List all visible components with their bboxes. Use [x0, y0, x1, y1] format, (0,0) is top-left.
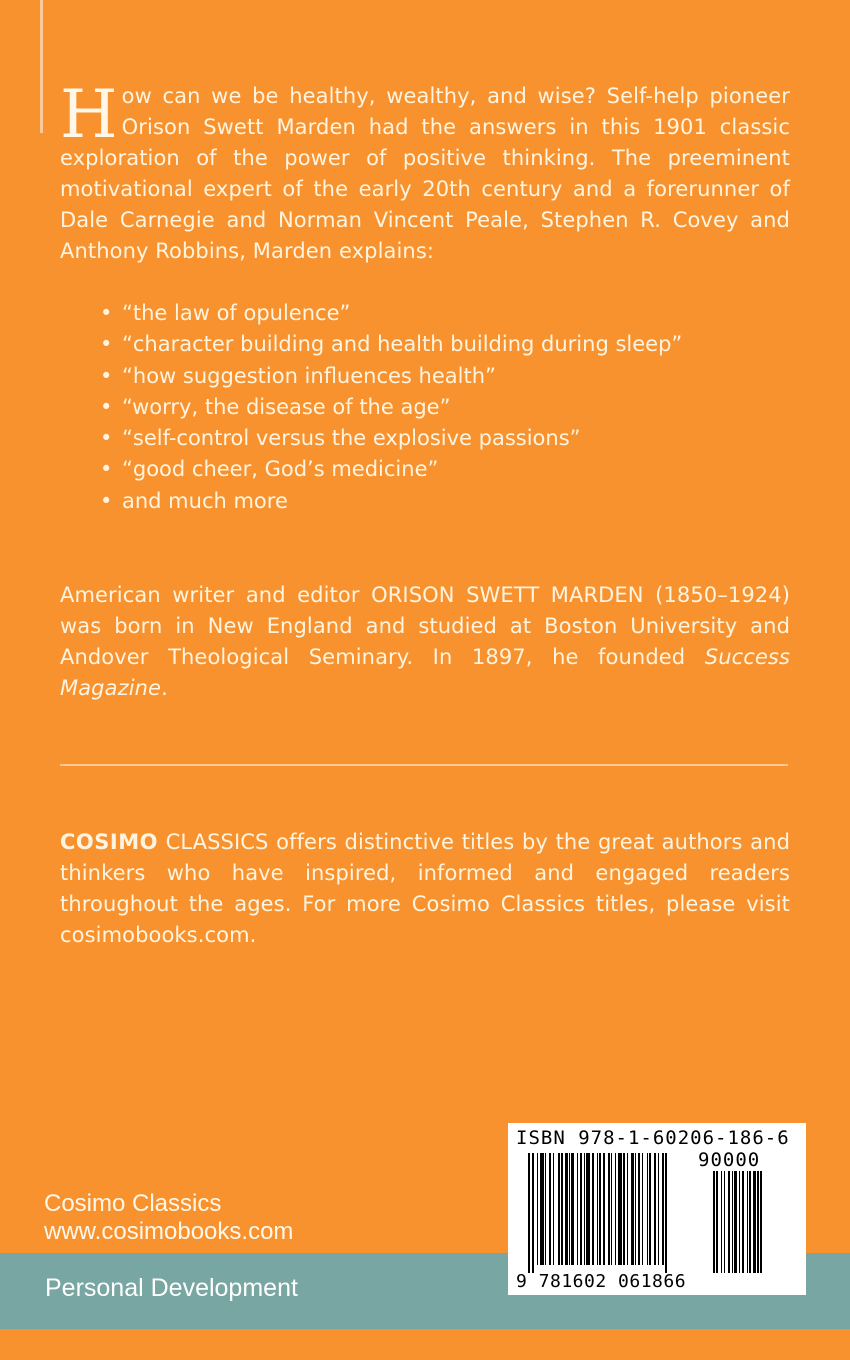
category-label: Personal Development	[45, 1274, 298, 1302]
author-bio	[60, 580, 790, 704]
list-item: • “worry, the disease of the age”	[100, 392, 682, 423]
bio-text: American writer and editor ORISON SWETT MARDEN (1850–1924) was born in New England and studied at Boston University and Andover Theological Seminary. In 1897, he founded	[60, 583, 790, 669]
publisher-url: www.cosimobooks.com	[44, 1218, 294, 1245]
ean-digits: 9 781602 061866	[516, 1271, 687, 1292]
bullet-list	[100, 298, 682, 517]
isbn-text: ISBN 978-1-60206-186-6	[516, 1127, 790, 1149]
bio-end: .	[161, 676, 168, 700]
list-item: • “how suggestion influences health”	[100, 361, 682, 392]
blurb-text: CLASSICS offers distinctive titles by the great authors and thinkers who have inspired, informed and engaged readers throughout the ages. For more Cosimo Classics titles, please visit cosimobooks.com.	[60, 830, 790, 947]
publisher-name: Cosimo Classics	[44, 1190, 222, 1217]
price-code: 90000	[698, 1149, 761, 1171]
publisher-blurb	[60, 827, 790, 951]
list-item: • “self-control versus the explosive passions”	[100, 423, 682, 454]
barcode-bars-addon	[713, 1171, 798, 1273]
list-item: • “good cheer, God’s medicine”	[100, 454, 682, 485]
intro-text: ow can we be healthy, wealthy, and wise? Self-help pioneer Orison Swett Marden had the answers in this 1901 classic exploration of the power of positive thinking. The preeminent motivational expert of the early 20th century and a forerunner of Dale Carnegie and Norman Vincent Peale, Stephen R. Covey and Anthony Robbins, Marden explains:	[60, 84, 790, 263]
list-item: • and much more	[100, 486, 682, 517]
intro-paragraph	[60, 76, 790, 267]
barcode-bars-main	[528, 1153, 698, 1273]
magazine-title: Success Magazine	[60, 645, 790, 700]
list-item: • “the law of opulence”	[100, 298, 682, 329]
barcode	[508, 1123, 806, 1295]
drop-cap: H	[60, 76, 118, 153]
list-item: • “character building and health building during sleep”	[100, 329, 682, 360]
divider	[60, 764, 788, 766]
accent-line	[40, 0, 43, 133]
brand-name: COSIMO	[60, 830, 158, 854]
publisher-info	[44, 1190, 293, 1246]
